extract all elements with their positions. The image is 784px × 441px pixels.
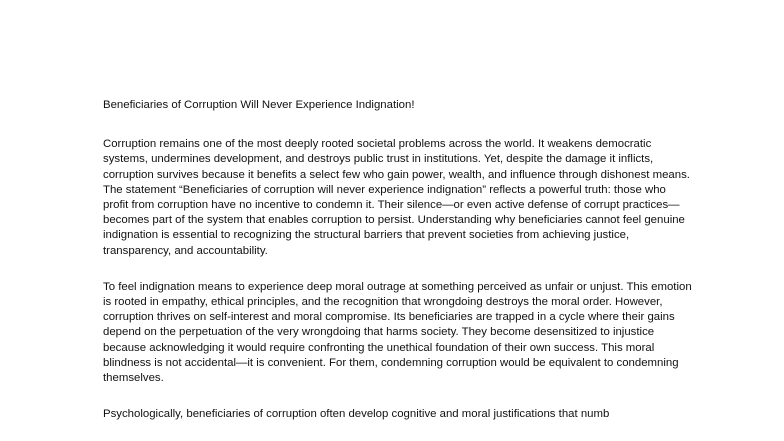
document-body	[103, 98, 693, 441]
paragraph-3: Psychologically, beneficiaries of corruption often develop cognitive and moral justifications that numb	[103, 408, 610, 421]
document-title: Beneficiaries of Corruption Will Never Experience Indignation!	[103, 99, 415, 111]
paragraph-1: Corruption remains one of the most deeply rooted societal problems across the world. It weakens democratic systems, undermines development, and destroys public trust in institutions. Yet, despite the damage it inflicts, corruption survives because it benefits a select few who gain power, wealth, and influence through dishonest means. The statement “Beneficiaries of corruption will never experience indignation” reflects a powerful truth: those who profit from corruption have no incentive to condemn it. Their silence—or even active defense of corrupt practices—becomes part of the system that enables corruption to persist. Understanding why beneficiaries cannot feel genuine indignation is essential to recognizing the structural barriers that prevent societies from achieving justice, transparency, and accountability.	[103, 138, 690, 257]
paragraph-2: To feel indignation means to experience deep moral outrage at something perceived as unfair or unjust. This emotion is rooted in empathy, ethical principles, and the recognition that wrongdoing destroys the moral order. However, corruption thrives on self-interest and moral compromise. Its beneficiaries are trapped in a cycle where their gains depend on the perpetuation of the very wrongdoing that harms society. They become desensitized to injustice because acknowledging it would require confronting the unethical foundation of their own success. This moral blindness is not accidental—it is convenient. For them, condemning corruption would be equivalent to condemning themselves.	[103, 280, 692, 385]
